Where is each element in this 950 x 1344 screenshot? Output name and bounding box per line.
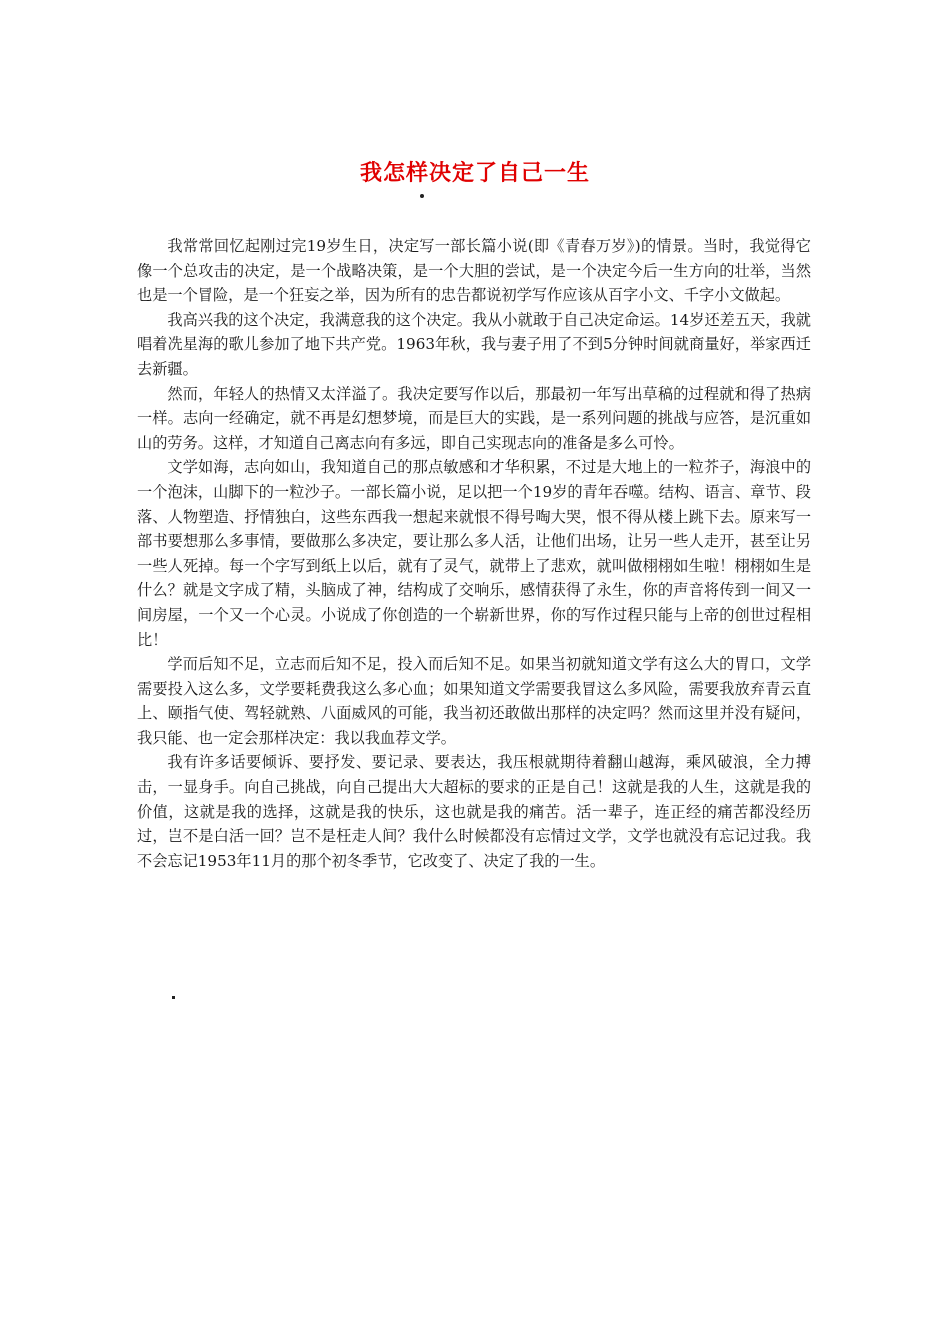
paragraph: 我有许多话要倾诉、要抒发、要记录、要表达，我压根就期待着翻山越海，乘风破浪，全力搏击，一显身手。向自己挑战，向自己提出大大超标的要求的正是自己！这就是我的人生，这就是我的价值，这就是我的选择，这就是我的快乐，这也就是我的痛苦。活一辈子，连正经的痛苦都没经历过，岂不是白活一回？岂不是枉走人间？我什么时候都没有忘情过文学，文学也就没有忘记过我。我不会忘记1953年11月的那个初冬季节，它改变了、决定了我的一生。	[137, 753, 811, 870]
end-mark-dot	[172, 996, 175, 999]
page-title: 我怎样决定了自己一生	[359, 160, 590, 186]
article-body	[137, 234, 811, 873]
paragraph: 我高兴我的这个决定，我满意我的这个决定。我从小就敢于自己决定命运。14岁还差五天，我就唱着冼星海的歌儿参加了地下共产党。1963年秋，我与妻子用了不到5分钟时间就商量好，举家西迁去新疆。	[137, 310, 811, 378]
paragraph: 文学如海，志向如山，我知道自己的那点敏感和才华积累，不过是大地上的一粒芥子，海浪中的一个泡沫，山脚下的一粒沙子。一部长篇小说，足以把一个19岁的青年吞噬。结构、语言、章节、段落、人物塑造、抒情独白，这些东西我一想起来就恨不得号啕大哭，恨不得从楼上跳下去。原来写一部书要想那么多事情，要做那么多决定，要让那么多人活，让他们出场，让另一些人走开，甚至让另一些人死掉。每一个字写到纸上以后，就有了灵气，就带上了悲欢，就叫做栩栩如生啦！栩栩如生是什么？就是文字成了精，头脑成了神，结构成了交响乐，感情获得了永生，你的声音将传到一间又一间房屋，一个又一个心灵。小说成了你创造的一个崭新世界，你的写作过程只能与上帝的创世过程相比！	[137, 458, 811, 649]
paragraph: 我常常回忆起刚过完19岁生日，决定写一部长篇小说(即《青春万岁》)的情景。当时，我觉得它像一个总攻击的决定，是一个战略决策，是一个大胆的尝试，是一个决定今后一生方向的壮举，当然也是一个冒险，是一个狂妄之举，因为所有的忠告都说初学写作应该从百字小文、千字小文做起。	[137, 237, 811, 305]
paragraph: 然而，年轻人的热情又太洋溢了。我决定要写作以后，那最初一年写出草稿的过程就和得了热病一样。志向一经确定，就不再是幻想梦境，而是巨大的实践，是一系列问题的挑战与应答，是沉重如山的劳务。这样，才知道自己离志向有多远，即自己实现志向的准备是多么可怜。	[137, 384, 811, 452]
title-bullet-dot	[420, 194, 424, 198]
paragraph: 学而后知不足，立志而后知不足，投入而后知不足。如果当初就知道文学有这么大的胃口，文学需要投入这么多，文学要耗费我这么多心血；如果知道文学需要我冒这么多风险，需要我放弃青云直上、颐指气使、驾轻就熟、八面威风的可能，我当初还敢做出那样的决定吗？然而这里并没有疑问，我只能、也一定会那样决定：我以我血荐文学。	[137, 655, 811, 747]
